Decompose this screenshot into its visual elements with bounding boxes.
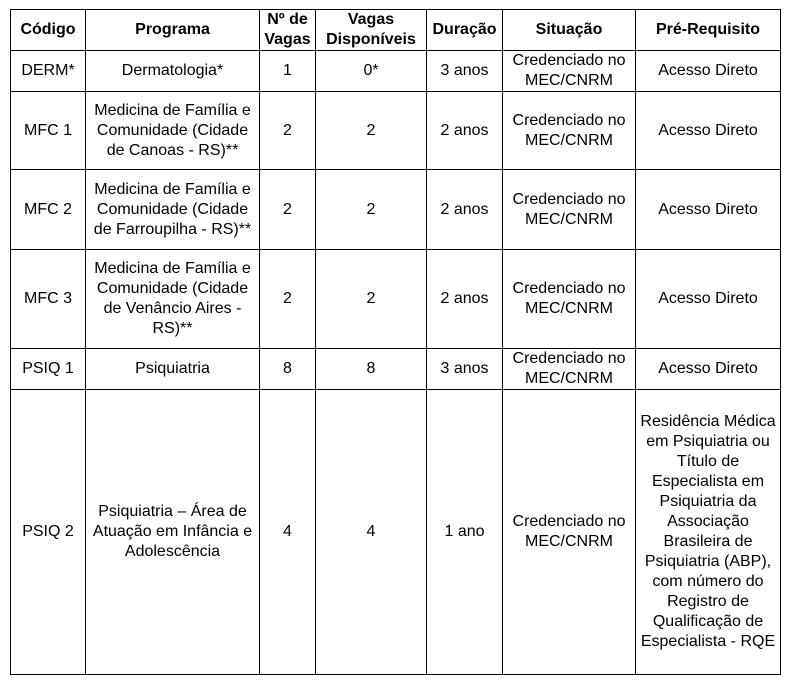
header-n-vagas: Nº de Vagas: [260, 10, 316, 51]
header-situacao: Situação: [503, 10, 636, 51]
cell-pre-requisito: Acesso Direto: [636, 51, 781, 92]
cell-n-vagas: 2: [260, 170, 316, 250]
header-programa: Programa: [86, 10, 260, 51]
cell-duracao: 3 anos: [427, 349, 503, 390]
cell-pre-requisito: Acesso Direto: [636, 250, 781, 349]
cell-pre-requisito: Residência Médica em Psiquiatria ou Título de Especialista em Psiquiatria da Associação Brasileira de Psiquiatria (ABP), com número do Registro de Qualificação de Especialista - RQE: [636, 390, 781, 675]
cell-codigo: MFC 3: [11, 250, 86, 349]
header-row: [11, 10, 781, 51]
cell-pre-requisito: Acesso Direto: [636, 92, 781, 170]
cell-programa: Psiquiatria: [86, 349, 260, 390]
cell-pre-requisito: Acesso Direto: [636, 170, 781, 250]
cell-pre-requisito: Acesso Direto: [636, 349, 781, 390]
cell-codigo: PSIQ 2: [11, 390, 86, 675]
cell-vagas-disponiveis: 2: [316, 92, 427, 170]
cell-n-vagas: 2: [260, 92, 316, 170]
cell-programa: Medicina de Família e Comunidade (Cidade de Canoas - RS)**: [86, 92, 260, 170]
table-row: [11, 349, 781, 390]
header-duracao: Duração: [427, 10, 503, 51]
cell-situacao: Credenciado no MEC/CNRM: [503, 390, 636, 675]
cell-vagas-disponiveis: 2: [316, 170, 427, 250]
table-row: [11, 250, 781, 349]
cell-duracao: 2 anos: [427, 250, 503, 349]
table-row: [11, 390, 781, 675]
cell-n-vagas: 4: [260, 390, 316, 675]
cell-duracao: 1 ano: [427, 390, 503, 675]
table-row: [11, 92, 781, 170]
cell-n-vagas: 2: [260, 250, 316, 349]
cell-codigo: MFC 2: [11, 170, 86, 250]
cell-programa: Medicina de Família e Comunidade (Cidade de Farroupilha - RS)**: [86, 170, 260, 250]
cell-vagas-disponiveis: 4: [316, 390, 427, 675]
cell-codigo: PSIQ 1: [11, 349, 86, 390]
cell-n-vagas: 8: [260, 349, 316, 390]
programs-table: [10, 9, 781, 675]
cell-n-vagas: 1: [260, 51, 316, 92]
cell-vagas-disponiveis: 0*: [316, 51, 427, 92]
cell-situacao: Credenciado no MEC/CNRM: [503, 349, 636, 390]
header-vagas-disponiveis: Vagas Disponíveis: [316, 10, 427, 51]
cell-duracao: 3 anos: [427, 51, 503, 92]
cell-vagas-disponiveis: 2: [316, 250, 427, 349]
cell-programa: Psiquiatria – Área de Atuação em Infância e Adolescência: [86, 390, 260, 675]
cell-duracao: 2 anos: [427, 92, 503, 170]
cell-situacao: Credenciado no MEC/CNRM: [503, 250, 636, 349]
header-pre-requisito: Pré-Requisito: [636, 10, 781, 51]
cell-situacao: Credenciado no MEC/CNRM: [503, 170, 636, 250]
cell-codigo: MFC 1: [11, 92, 86, 170]
cell-programa: Medicina de Família e Comunidade (Cidade de Venâncio Aires - RS)**: [86, 250, 260, 349]
table-row: [11, 51, 781, 92]
cell-vagas-disponiveis: 8: [316, 349, 427, 390]
cell-programa: Dermatologia*: [86, 51, 260, 92]
cell-duracao: 2 anos: [427, 170, 503, 250]
table-row: [11, 170, 781, 250]
cell-situacao: Credenciado no MEC/CNRM: [503, 92, 636, 170]
header-codigo: Código: [11, 10, 86, 51]
cell-situacao: Credenciado no MEC/CNRM: [503, 51, 636, 92]
cell-codigo: DERM*: [11, 51, 86, 92]
